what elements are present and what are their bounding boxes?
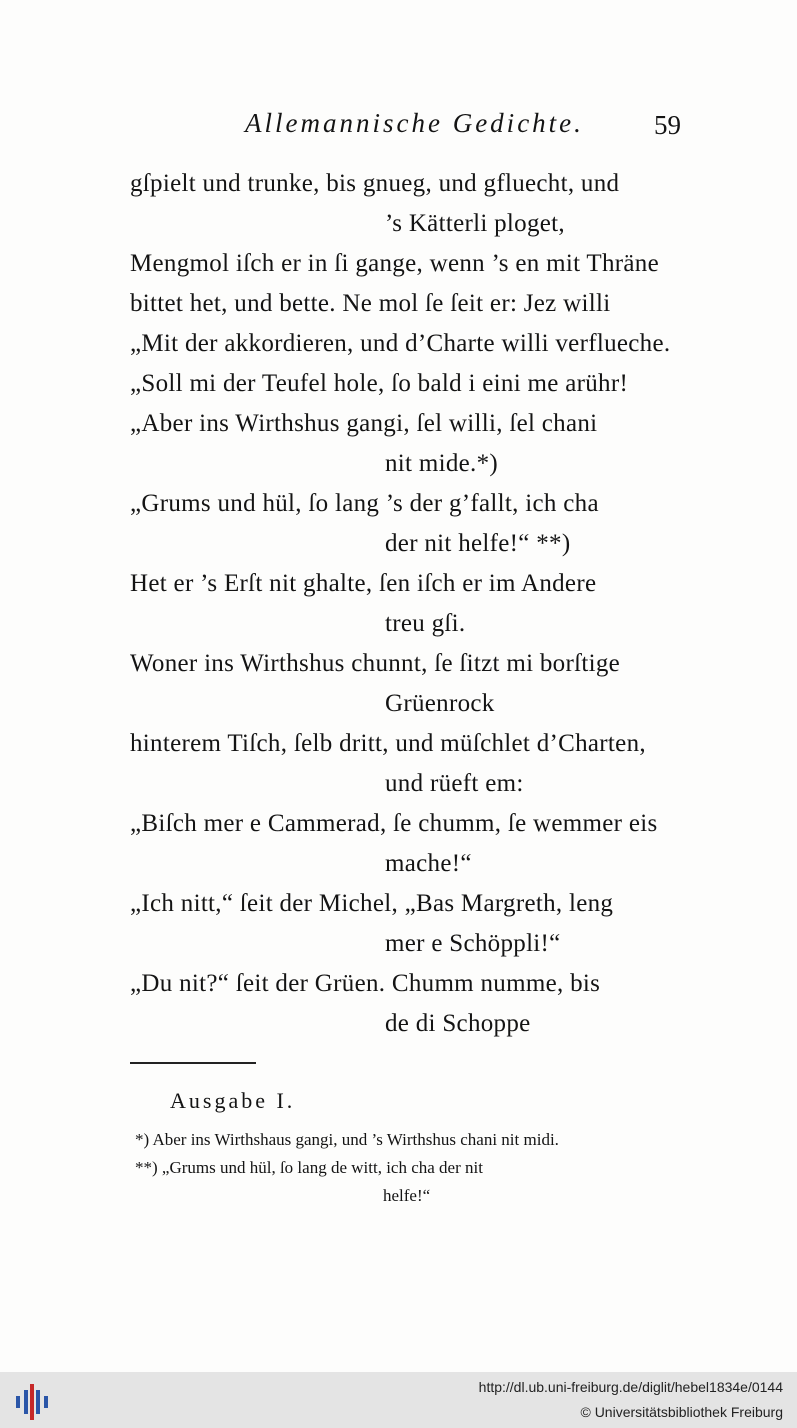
edition-label: Ausgabe I. — [170, 1088, 296, 1113]
poem-line: nit mide.*) — [385, 450, 499, 477]
source-url-link[interactable]: http://dl.ub.uni-freiburg.de/diglit/hebel1834e/0144 — [478, 1379, 783, 1395]
poem-line: und rüeft em: — [385, 770, 524, 797]
running-title: Allemannische Gedichte. — [245, 108, 584, 138]
poem-line: „Du nit?“ ſeit der Grüen. Chumm numme, bis — [130, 970, 601, 997]
poem-line: „Soll mi der Teufel hole, ſo bald i eini me arühr! — [130, 370, 629, 397]
poem-line: Het er ’s Erſt nit ghalte, ſen iſch er im Andere — [130, 570, 597, 597]
poem-line: de di Schoppe — [385, 1010, 531, 1037]
poem-line: ’s Kätterli ploget, — [385, 210, 565, 237]
poem-line: „Biſch mer e Cammerad, ſe chumm, ſe wemmer eis — [130, 810, 658, 837]
poem-line: „Grums und hül, ſo lang ’s der g’fallt, ich cha — [130, 490, 599, 517]
copyright-notice: © Universitätsbibliothek Freiburg — [580, 1404, 783, 1420]
poem-line: gſpielt und trunke, bis gnueg, und gfluecht, und — [130, 170, 620, 197]
poem-line: treu gſi. — [385, 610, 466, 637]
poem-line: Mengmol iſch er in ſi gange, wenn ’s en mit Thräne — [130, 250, 660, 277]
poem-line: bittet het, und bette. Ne mol ſe ſeit er: Jez willi — [130, 290, 611, 317]
footnote-2-continued: helfe!“ — [383, 1186, 431, 1205]
footnote-2: **) „Grums und hül, ſo lang de witt, ich cha der nit — [135, 1158, 483, 1177]
poem-line: Woner ins Wirthshus chunnt, ſe ſitzt mi borſtige — [130, 650, 621, 677]
footnote-1: *) Aber ins Wirthshaus gangi, und ’s Wirthshus chani nit midi. — [135, 1130, 559, 1149]
poem-line: Grüenrock — [385, 690, 495, 717]
poem-line: der nit helfe!“ **) — [385, 530, 571, 557]
poem-line: „Ich nitt,“ ſeit der Michel, „Bas Margreth, leng — [130, 890, 614, 917]
page-number: 59 — [654, 110, 681, 140]
library-logo-icon — [14, 1382, 50, 1422]
poem-line: hinterem Tiſch, ſelb dritt, und müſchlet d’Charten, — [130, 730, 646, 757]
poem-line: „Mit der akkordieren, und d’Charte willi verflueche. — [130, 330, 671, 357]
poem-line: „Aber ins Wirthshus gangi, ſel willi, ſel chani — [130, 410, 598, 437]
poem-line: mache!“ — [385, 850, 472, 877]
footnote-divider — [130, 1062, 256, 1064]
poem-line: mer e Schöppli!“ — [385, 930, 561, 957]
